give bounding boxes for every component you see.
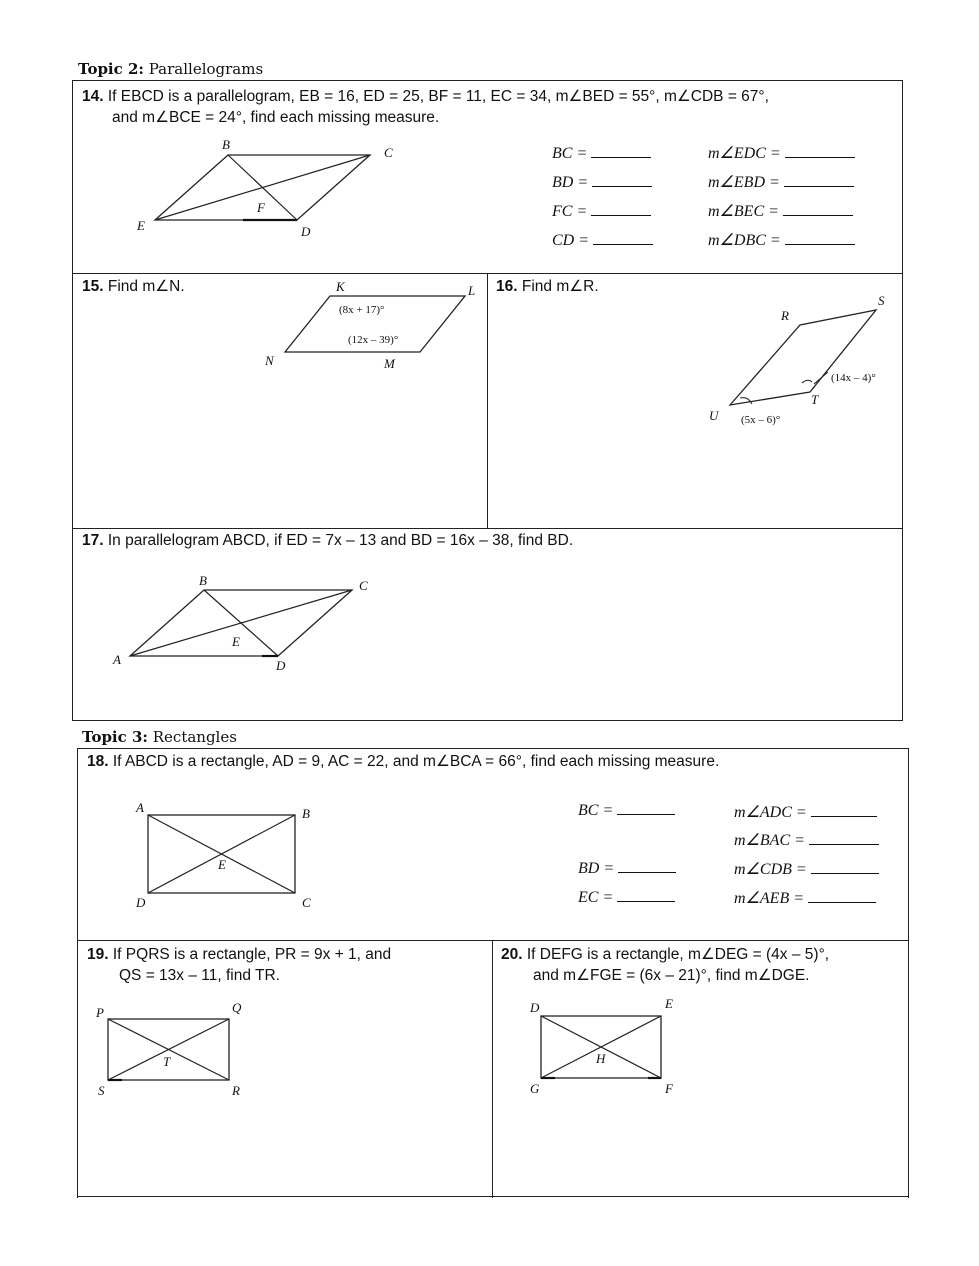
point-label: E bbox=[232, 634, 240, 649]
vertex-label: C bbox=[384, 145, 393, 160]
vertex-label: T bbox=[811, 392, 819, 407]
problem-text: Find m∠N. bbox=[107, 278, 185, 295]
vertex-label: R bbox=[781, 308, 789, 323]
point-label: E bbox=[218, 857, 226, 872]
vertex-label: E bbox=[137, 218, 145, 233]
answer-bc: BC = bbox=[552, 143, 651, 163]
answer-bac: m∠BAC = bbox=[734, 830, 879, 850]
vertex-label: F bbox=[665, 1081, 673, 1096]
angle-expression: (5x – 6)° bbox=[741, 414, 781, 426]
topic-title: Parallelograms bbox=[148, 60, 264, 78]
angle-expression: (14x – 4)° bbox=[831, 372, 876, 384]
topic-prefix: Topic 3: bbox=[82, 728, 148, 746]
problem-number: 20. bbox=[501, 946, 523, 963]
vertex-label: N bbox=[265, 353, 274, 368]
problem-number: 14. bbox=[82, 88, 104, 105]
vertex-label: S bbox=[98, 1083, 105, 1098]
vertex-label: D bbox=[136, 895, 146, 910]
vertex-label: E bbox=[665, 996, 673, 1011]
vertex-label: C bbox=[359, 578, 368, 593]
problem-text: QS = 13x – 11, find TR. bbox=[119, 967, 280, 984]
problem-text: and m∠BCE = 24°, find each missing measure. bbox=[112, 109, 440, 126]
answer-fc: FC = bbox=[552, 201, 651, 221]
angle-expression: (12x – 39)° bbox=[348, 334, 399, 346]
answer-ec: EC = bbox=[578, 887, 675, 907]
answer-bc: BC = bbox=[578, 800, 675, 820]
answer-adc: m∠ADC = bbox=[734, 802, 877, 822]
problem-number: 17. bbox=[82, 532, 104, 549]
problem-text: If PQRS is a rectangle, PR = 9x + 1, and bbox=[112, 946, 392, 963]
answer-aeb: m∠AEB = bbox=[734, 888, 876, 908]
answer-bd: BD = bbox=[578, 858, 676, 878]
problem-text: In parallelogram ABCD, if ED = 7x – 13 and BD = 16x – 38, find BD. bbox=[107, 532, 574, 549]
vertex-label: U bbox=[709, 408, 719, 423]
answer-cd: CD = bbox=[552, 230, 653, 250]
point-label: H bbox=[596, 1051, 606, 1066]
vertex-label: P bbox=[96, 1005, 104, 1020]
point-label: F bbox=[257, 200, 265, 215]
vertex-label: A bbox=[113, 652, 121, 667]
vertex-label: S bbox=[878, 293, 885, 308]
problem-number: 16. bbox=[496, 278, 518, 295]
vertex-label: G bbox=[530, 1081, 540, 1096]
problem-number: 15. bbox=[82, 278, 104, 295]
point-label: T bbox=[163, 1054, 171, 1069]
vertex-label: D bbox=[276, 658, 286, 673]
vertex-label: K bbox=[336, 279, 345, 294]
vertex-label: M bbox=[384, 356, 395, 371]
answer-cdb: m∠CDB = bbox=[734, 859, 879, 879]
vertex-label: L bbox=[468, 283, 476, 298]
problem-number: 18. bbox=[87, 753, 109, 770]
answer-dbc: m∠DBC = bbox=[708, 230, 855, 250]
vertex-label: D bbox=[301, 224, 311, 239]
vertex-label: D bbox=[530, 1000, 540, 1015]
angle-expression: (8x + 17)° bbox=[339, 304, 385, 316]
answer-ebd: m∠EBD = bbox=[708, 172, 854, 192]
problem-text: If EBCD is a parallelogram, EB = 16, ED = 25, BF = 11, EC = 34, m∠BED = 55°, m∠CDB = 67°, bbox=[107, 88, 769, 105]
problem-text: and m∠FGE = (6x – 21)°, find m∠DGE. bbox=[533, 967, 810, 984]
problem-text: Find m∠R. bbox=[521, 278, 599, 295]
topic-prefix: Topic 2: bbox=[78, 60, 144, 78]
vertex-label: B bbox=[222, 137, 230, 152]
answer-bd: BD = bbox=[552, 172, 652, 192]
vertex-label: R bbox=[232, 1083, 240, 1098]
problem-text: If ABCD is a rectangle, AD = 9, AC = 22, and m∠BCA = 66°, find each missing measure. bbox=[112, 753, 720, 770]
vertex-label: B bbox=[302, 806, 310, 821]
topic-title: Rectangles bbox=[152, 728, 237, 746]
problem-text: If DEFG is a rectangle, m∠DEG = (4x – 5)°, bbox=[526, 946, 830, 963]
problem-number: 19. bbox=[87, 946, 109, 963]
vertex-label: A bbox=[136, 800, 144, 815]
vertex-label: Q bbox=[232, 1000, 242, 1015]
answer-bec: m∠BEC = bbox=[708, 201, 853, 221]
vertex-label: B bbox=[199, 573, 207, 588]
vertex-label: C bbox=[302, 895, 311, 910]
answer-edc: m∠EDC = bbox=[708, 143, 855, 163]
